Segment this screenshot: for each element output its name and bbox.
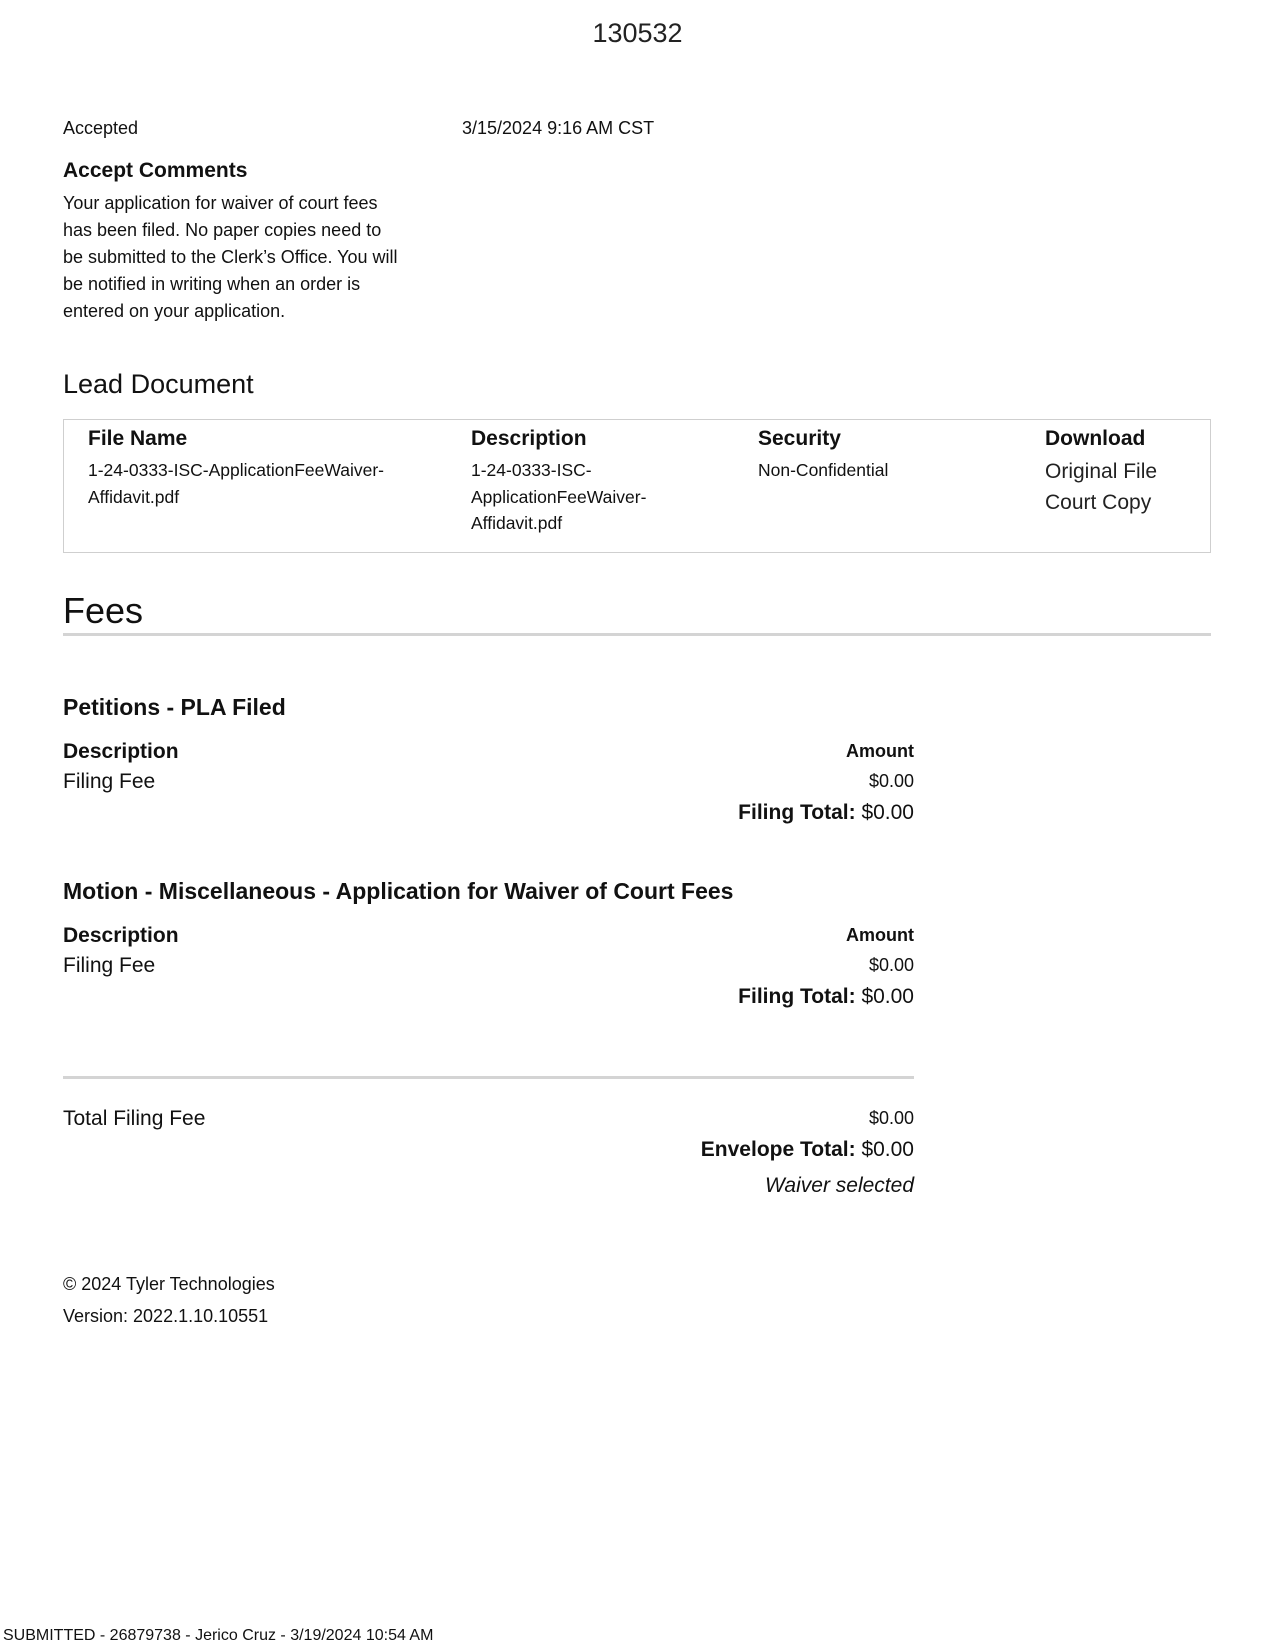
accept-comments-line: be submitted to the Clerk’s Office. You will xyxy=(63,247,398,267)
filing-total-label: Filing Total: xyxy=(738,801,856,824)
waiver-note: Waiver selected xyxy=(764,1174,914,1197)
copyright: © 2024 Tyler Technologies xyxy=(63,1274,275,1294)
page-number: 130532 xyxy=(592,18,683,48)
filing-total-value: $0.00 xyxy=(861,985,914,1008)
description-line: 1-24-0333-ISC- xyxy=(471,460,592,480)
total-filing-fee-label: Total Filing Fee xyxy=(63,1107,206,1130)
accept-comments-line: has been filed. No paper copies need to xyxy=(63,220,382,240)
accept-comments-title: Accept Comments xyxy=(63,159,248,182)
file-name-line: 1-24-0333-ISC-ApplicationFeeWaiver- xyxy=(88,460,385,480)
file-name-cell xyxy=(88,457,448,510)
fee-amount-header: Amount xyxy=(846,925,914,945)
filing-total xyxy=(738,985,914,1009)
accept-comments-body xyxy=(63,190,423,325)
fee-item-amount: $0.00 xyxy=(868,771,914,791)
fee-amount-header: Amount xyxy=(846,741,914,761)
fee-group-title: Petitions - PLA Filed xyxy=(63,694,286,720)
description-line: Affidavit.pdf xyxy=(471,513,563,533)
total-filing-fee-value: $0.00 xyxy=(868,1108,914,1128)
file-name-line: Affidavit.pdf xyxy=(88,486,180,507)
file-name-header: File Name xyxy=(88,427,188,450)
fee-description-header: Description xyxy=(63,924,179,947)
description-line: ApplicationFeeWaiver- xyxy=(471,486,647,507)
accept-comments-line: Your application for waiver of court fees xyxy=(63,193,378,213)
fees-title: Fees xyxy=(63,590,144,631)
security-header: Security xyxy=(758,427,841,450)
submission-stamp: SUBMITTED - 26879738 - Jerico Cruz - 3/19/2024 10:54 AM xyxy=(3,1627,434,1644)
fee-item-amount: $0.00 xyxy=(868,955,914,975)
fees-divider xyxy=(63,633,1211,636)
lead-document-title: Lead Document xyxy=(63,369,254,399)
fee-item-name: Filing Fee xyxy=(63,954,156,977)
security-cell: Non-Confidential xyxy=(758,460,889,480)
filing-total-label: Filing Total: xyxy=(738,985,856,1008)
fee-item-name: Filing Fee xyxy=(63,770,156,793)
envelope-total-value: $0.00 xyxy=(861,1138,914,1161)
fee-description-header: Description xyxy=(63,740,179,763)
envelope-total xyxy=(701,1138,914,1162)
download-links xyxy=(1045,456,1157,518)
summary-divider xyxy=(63,1076,914,1079)
original-file-link[interactable]: Original File xyxy=(1045,460,1158,483)
download-header: Download xyxy=(1045,427,1146,450)
accept-comments-line: entered on your application. xyxy=(63,301,286,321)
filing-status: Accepted xyxy=(63,118,139,138)
description-header: Description xyxy=(471,427,587,450)
filing-total-value: $0.00 xyxy=(861,801,914,824)
filing-total xyxy=(738,801,914,825)
fee-group-title: Motion - Miscellaneous - Application for Waiver of Court Fees xyxy=(63,878,734,904)
accept-comments-line: be notified in writing when an order is xyxy=(63,274,361,294)
status-datetime: 3/15/2024 9:16 AM CST xyxy=(462,118,655,138)
version: Version: 2022.1.10.10551 xyxy=(63,1306,269,1326)
envelope-total-label: Envelope Total: xyxy=(700,1138,856,1161)
court-copy-link[interactable]: Court Copy xyxy=(1045,491,1152,514)
description-cell xyxy=(471,457,731,537)
